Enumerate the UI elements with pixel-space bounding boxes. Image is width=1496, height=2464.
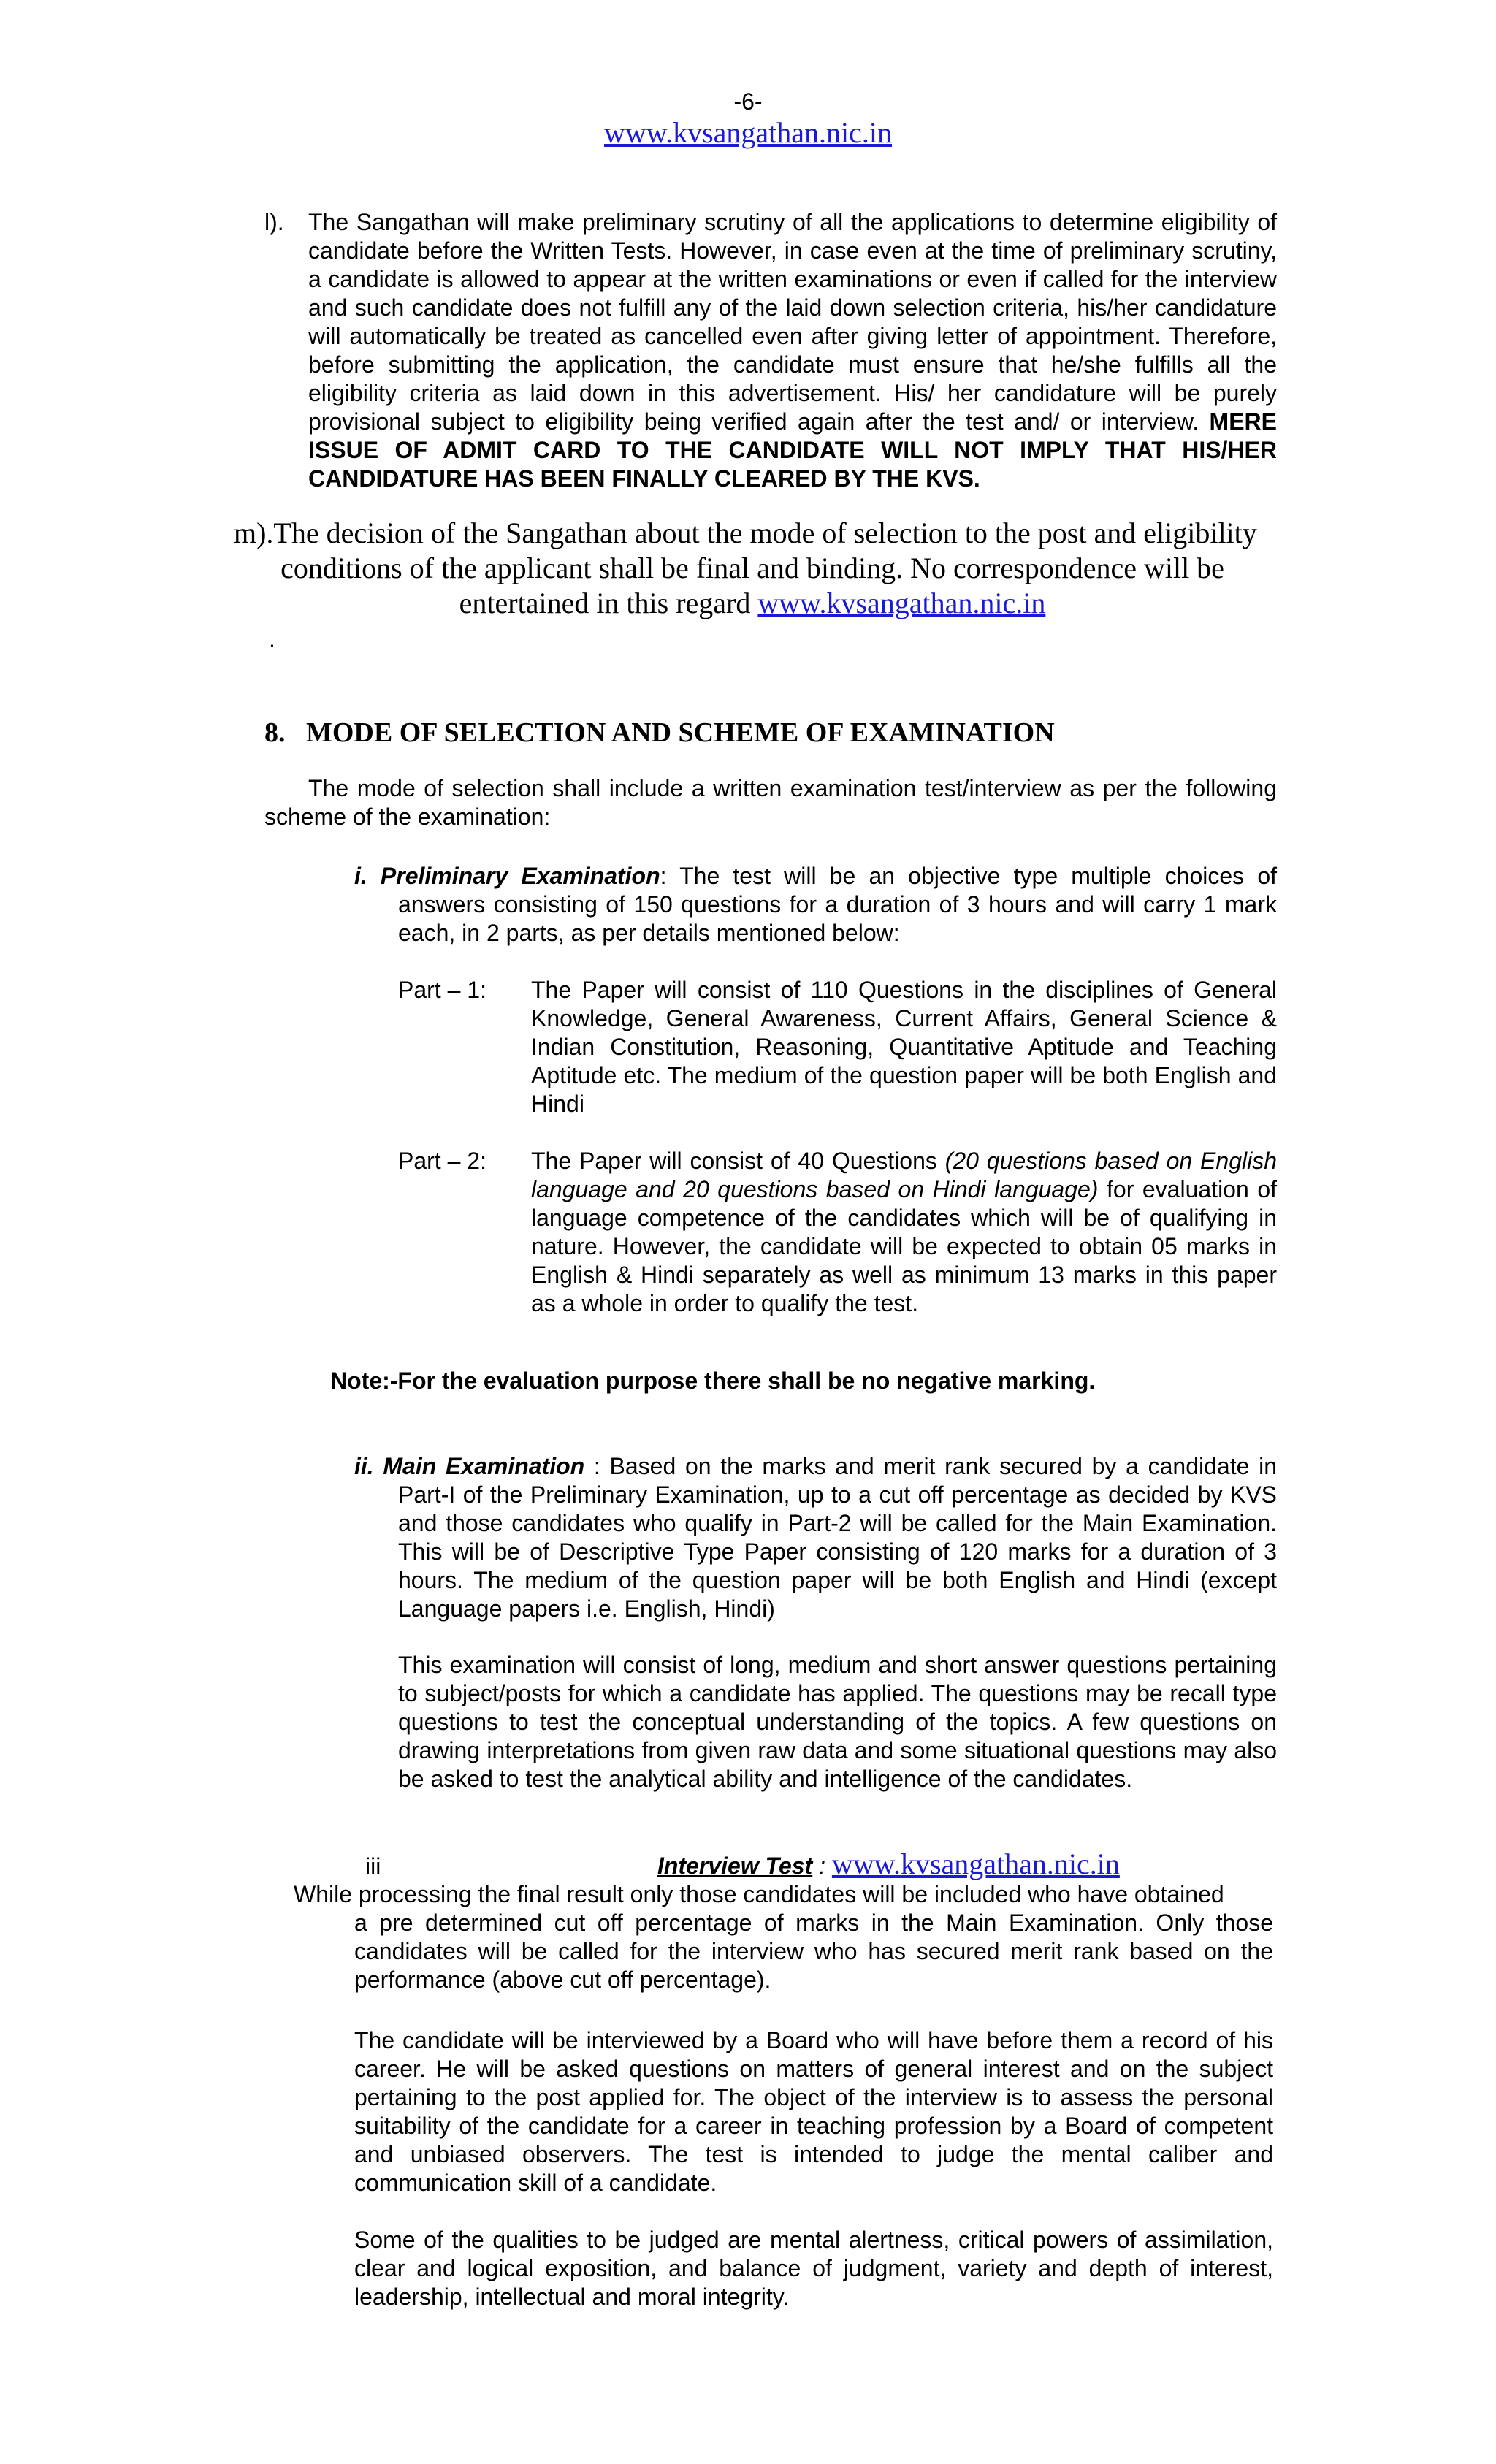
interview-heading: Interview Test : www.kvsangathan.nic.in (657, 1847, 1120, 1880)
part-1-label: Part – 1: (398, 977, 486, 1003)
interview-para-1: a pre determined cut off percentage of marks in the Main Examination. Only those candidates will be called for the interview who has secured merit rank based on the performance (above cut off percentage). (354, 1910, 1273, 1993)
main-exam-label: ii. Main Examination (354, 1453, 585, 1479)
item-m-website-link[interactable]: www.kvsangathan.nic.in (757, 587, 1046, 619)
item-l-marker: l). (264, 209, 284, 235)
interview-label: Interview Test (657, 1853, 813, 1879)
part-2-label: Part – 2: (398, 1148, 486, 1174)
interview-para-2: The candidate will be interviewed by a Board who will have before them a record of his career. He will be asked questions on matters of general interest and on the subject pertaining to the post applied for. The object of the interview is to assess the personal suitability of the candidate for a career in teaching profession by a Board of competent and unbiased observers. The test is intended to judge the mental caliber and communication skill of a candidate. (354, 2027, 1273, 2196)
prelim-exam-label: i. Preliminary Examination (354, 863, 660, 889)
header-website-link[interactable]: www.kvsangathan.nic.in (604, 116, 892, 149)
main-exam-paragraph (354, 1452, 1278, 1623)
item-l-text: The Sangathan will make preliminary scrutiny of all the applications to determine eligibility of candidate before the Written Tests. However, in case even at the time of preliminary scrutiny, a candidate is allowed to appear at the written examinations or even if called for the interview and such candidate does not fulfill any of the laid down selection criteria, his/her candidature will automatically be treated as cancelled even after giving letter of appointment. Therefore, before submitting the application, the candidate must ensure that he/she fulfills all the eligibility criteria as laid down in this advertisement. His/ her candidature will be purely provisional subject to eligibility being verified again after the test and/ or interview. (308, 209, 1277, 435)
item-m-block (234, 516, 1271, 621)
item-l-bold-notice: MERE ISSUE OF ADMIT CARD TO THE CANDIDATE WILL NOT IMPLY THAT HIS/HER CANDIDATURE HAS BEEN FINALLY CLEARED BY THE KVS. (308, 408, 1277, 492)
part-1-text: The Paper will consist of 110 Questions in the disciplines of General Knowledge, General Awareness, Current Affairs, General Science & Indian Constitution, Reasoning, Quantitative Aptitude and Teaching Aptitude etc. The medium of the question paper will be both English and Hindi (531, 977, 1277, 1117)
item-m-line-2: conditions of the applicant shall be final and binding. No correspondence will be (280, 552, 1224, 584)
item-m-line-3: entertained in this regard www.kvsangathan.nic.in (459, 587, 1046, 619)
interview-marker: iii (365, 1853, 381, 1880)
prelim-exam-text: : The test will be an objective type multiple choices of answers consisting of 150 questions for a duration of 3 hours and will carry 1 mark each, in 2 parts, as per details mentioned below: (398, 863, 1278, 946)
negative-marking-note: Note:-For the evaluation purpose there shall be no negative marking. (330, 1368, 1096, 1394)
main-exam-text: : Based on the marks and merit rank secured by a candidate in Part-I of the Preliminary Examination, up to a cut off percentage as decided by KVS and those candidates who qualify in Part-2 will be called for the Main Examination. This will be of Descriptive Type Paper consisting of 120 marks for a duration of 3 hours. The medium of the question paper will be both English and Hindi (except Language papers i.e. English, Hindi) (398, 1453, 1278, 1622)
item-l-paragraph (308, 208, 1277, 493)
main-exam-paragraph-2: This examination will consist of long, medium and short answer questions pertaining to subject/posts for which a candidate has applied. The questions may be recall type questions to test the conceptual understanding of the topics. A few questions on drawing interpretations from given raw data and some situational questions may also be asked to test the analytical ability and intelligence of the candidates. (398, 1652, 1277, 1792)
section-8-intro: The mode of selection shall include a written examination test/interview as per the following scheme of the examination: (264, 775, 1277, 830)
page-number: -6- (733, 88, 763, 115)
section-8-heading: 8. MODE OF SELECTION AND SCHEME OF EXAMINATION (264, 717, 1055, 748)
part-2-italic-note: (20 questions based on English language and 20 questions based on Hindi language) (531, 1148, 1277, 1202)
interview-para-3: Some of the qualities to be judged are mental alertness, critical powers of assimilation, clear and logical exposition, and balance of judgment, variety and depth of interest, leadership, intellectual and moral integrity. (354, 2227, 1273, 2310)
item-m-dot: . (269, 626, 275, 652)
interview-website-link[interactable]: www.kvsangathan.nic.in (831, 1847, 1120, 1880)
prelim-exam-paragraph (354, 862, 1278, 947)
item-m-line-1: m).The decision of the Sangathan about the mode of selection to the post and eligibility (234, 516, 1257, 549)
part-2-paragraph: The Paper will consist of 40 Questions (20 questions based on English language and 20 questions based on Hindi language) for evaluation of language competence of the candidates which will be of qualifying in nature. However, the candidate will be expected to obtain 05 marks in English & Hindi separately as well as minimum 13 marks in this paper as a whole in order to qualify the test. (531, 1148, 1278, 1316)
interview-para-1-first-line: While processing the final result only those candidates will be included who have obtained (294, 1881, 1224, 1907)
